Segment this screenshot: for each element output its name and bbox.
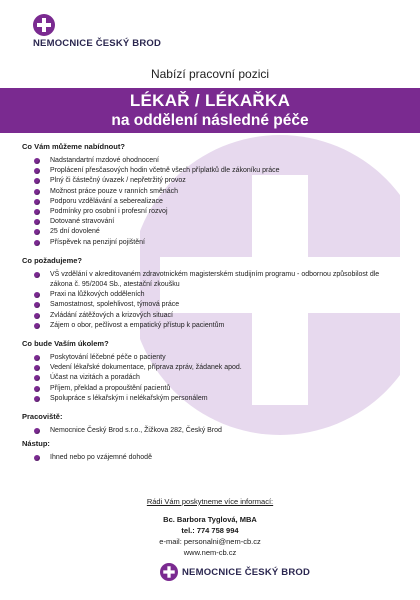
bullet-icon: [34, 272, 40, 278]
list-item: [34, 156, 402, 166]
list-item-text: Vedení lékařské dokumentace, příprava zpráv, žádanek apod.: [50, 364, 242, 372]
bullet-icon: [34, 302, 40, 308]
contact-intro: Rádi Vám poskytneme více informací:: [146, 497, 274, 506]
tasks-list: [22, 353, 402, 404]
list-item: [34, 227, 402, 237]
list-item-text: Proplácení přesčasových hodin včetně všech příplatků dle zákoníku práce: [50, 167, 280, 175]
list-item-text: Praxi na lůžkových odděleních: [50, 291, 145, 299]
bullet-icon: [34, 292, 40, 298]
requirements-list: [22, 270, 402, 331]
contact-phone: tel.: 774 758 994: [181, 526, 239, 535]
hospital-logo-bottom: [160, 563, 310, 581]
bullet-icon: [34, 355, 40, 361]
contact-website[interactable]: www.nem-cb.cz: [183, 548, 237, 557]
position-subtitle: na oddělení následné péče: [111, 112, 309, 129]
list-item: [34, 270, 402, 290]
hospital-cross-logo-icon: [33, 14, 55, 36]
hospital-name: NEMOCNICE ČESKÝ BROD: [33, 38, 162, 49]
list-item: [34, 373, 402, 383]
list-item-text: 25 dní dovolené: [50, 228, 100, 236]
list-item-text: Zvládání zátěžových a krizových situací: [50, 311, 173, 319]
position-title: LÉKAŘ / LÉKAŘKA: [129, 91, 291, 110]
list-item: [34, 353, 402, 363]
bullet-icon: [34, 396, 40, 402]
list-item-text: Možnost práce pouze v ranních směnách: [50, 187, 179, 195]
list-item: [34, 453, 402, 463]
list-item-text: Nadstandartní mzdové ohodnocení: [50, 157, 159, 164]
hospital-cross-logo-icon: [160, 563, 178, 581]
start-heading: Nástup:: [22, 439, 50, 449]
job-details: [22, 139, 402, 471]
workplace-heading: Pracoviště:: [22, 412, 63, 422]
offer-heading: Co Vám můžeme nabídnout?: [22, 142, 125, 151]
bullet-icon: [34, 428, 40, 434]
requirements-heading: Co požadujeme?: [22, 255, 83, 265]
list-item-text: Příspěvek na penzijní pojištění: [50, 238, 145, 246]
list-item: [34, 363, 402, 373]
list-item: [34, 207, 402, 217]
bullet-icon: [34, 323, 40, 329]
list-item: [34, 217, 402, 227]
bullet-icon: [34, 386, 40, 392]
contact-email[interactable]: e-mail: personalni@nem-cb.cz: [159, 537, 261, 546]
list-item-text: Podporu vzdělávání a seberealizace: [50, 197, 163, 205]
bullet-icon: [34, 219, 40, 225]
bullet-icon: [34, 158, 40, 164]
list-item: [34, 176, 402, 186]
list-item-text: Zájem o obor, pečlivost a empatický přístup k pacientům: [50, 321, 225, 329]
bullet-icon: [34, 455, 40, 461]
list-item: [34, 311, 402, 321]
list-item: [34, 384, 402, 394]
list-item: [34, 166, 402, 176]
bullet-icon: [34, 199, 40, 205]
bullet-icon: [34, 313, 40, 319]
contact-block: [0, 497, 420, 558]
list-item: [34, 187, 402, 197]
bullet-icon: [34, 365, 40, 371]
offer-list: [22, 156, 402, 248]
list-item: [34, 321, 402, 331]
list-item-text: Samostatnost, spolehlivost, týmová práce: [50, 301, 180, 309]
list-item: [34, 290, 402, 300]
list-item-text: Nemocnice Český Brod s.r.o., Žižkova 282, Český Brod: [50, 427, 222, 435]
contact-name: Bc. Barbora Tyglová, MBA: [163, 515, 257, 524]
list-item: [34, 197, 402, 207]
workplace-list: [22, 426, 402, 436]
bullet-icon: [34, 375, 40, 381]
list-item-text: Poskytování léčebné péče o pacienty: [50, 354, 166, 362]
list-item-text: Účast na vizitách a poradách: [50, 374, 140, 382]
list-item: [34, 238, 402, 248]
list-item: [34, 394, 402, 404]
position-banner: [0, 88, 420, 133]
list-item-text: Ihned nebo po vzájemné dohodě: [50, 454, 152, 462]
bullet-icon: [34, 168, 40, 174]
bullet-icon: [34, 209, 40, 215]
headline: Nabízí pracovní pozici: [150, 67, 270, 81]
list-item-text: Plný či částečný úvazek / nepřetržitý provoz: [50, 177, 186, 185]
tasks-heading: Co bude Vaším úkolem?: [22, 339, 109, 349]
bullet-icon: [34, 229, 40, 235]
list-item-text: Dotované stravování: [50, 218, 115, 226]
bullet-icon: [34, 178, 40, 184]
list-item-text: Spolupráce s lékařským i nelékařským personálem: [50, 394, 208, 402]
list-item-text: Podmínky pro osobní i profesní rozvoj: [50, 208, 168, 216]
hospital-logo-top: [33, 14, 161, 49]
list-item: [34, 426, 402, 436]
list-item: [34, 300, 402, 310]
start-list: [22, 453, 402, 463]
list-item-text: Příjem, překlad a propouštění pacientů: [50, 384, 171, 392]
bullet-icon: [34, 189, 40, 195]
list-item-text: VŠ vzdělání v akreditovaném zdravotnickém magisterském studijním programu - odbornou způsobilost dle zákona č. 95/2004 Sb., atestační zkoušku: [50, 270, 380, 289]
hospital-name-bottom: NEMOCNICE ČESKÝ BROD: [182, 566, 311, 578]
bullet-icon: [34, 240, 40, 246]
